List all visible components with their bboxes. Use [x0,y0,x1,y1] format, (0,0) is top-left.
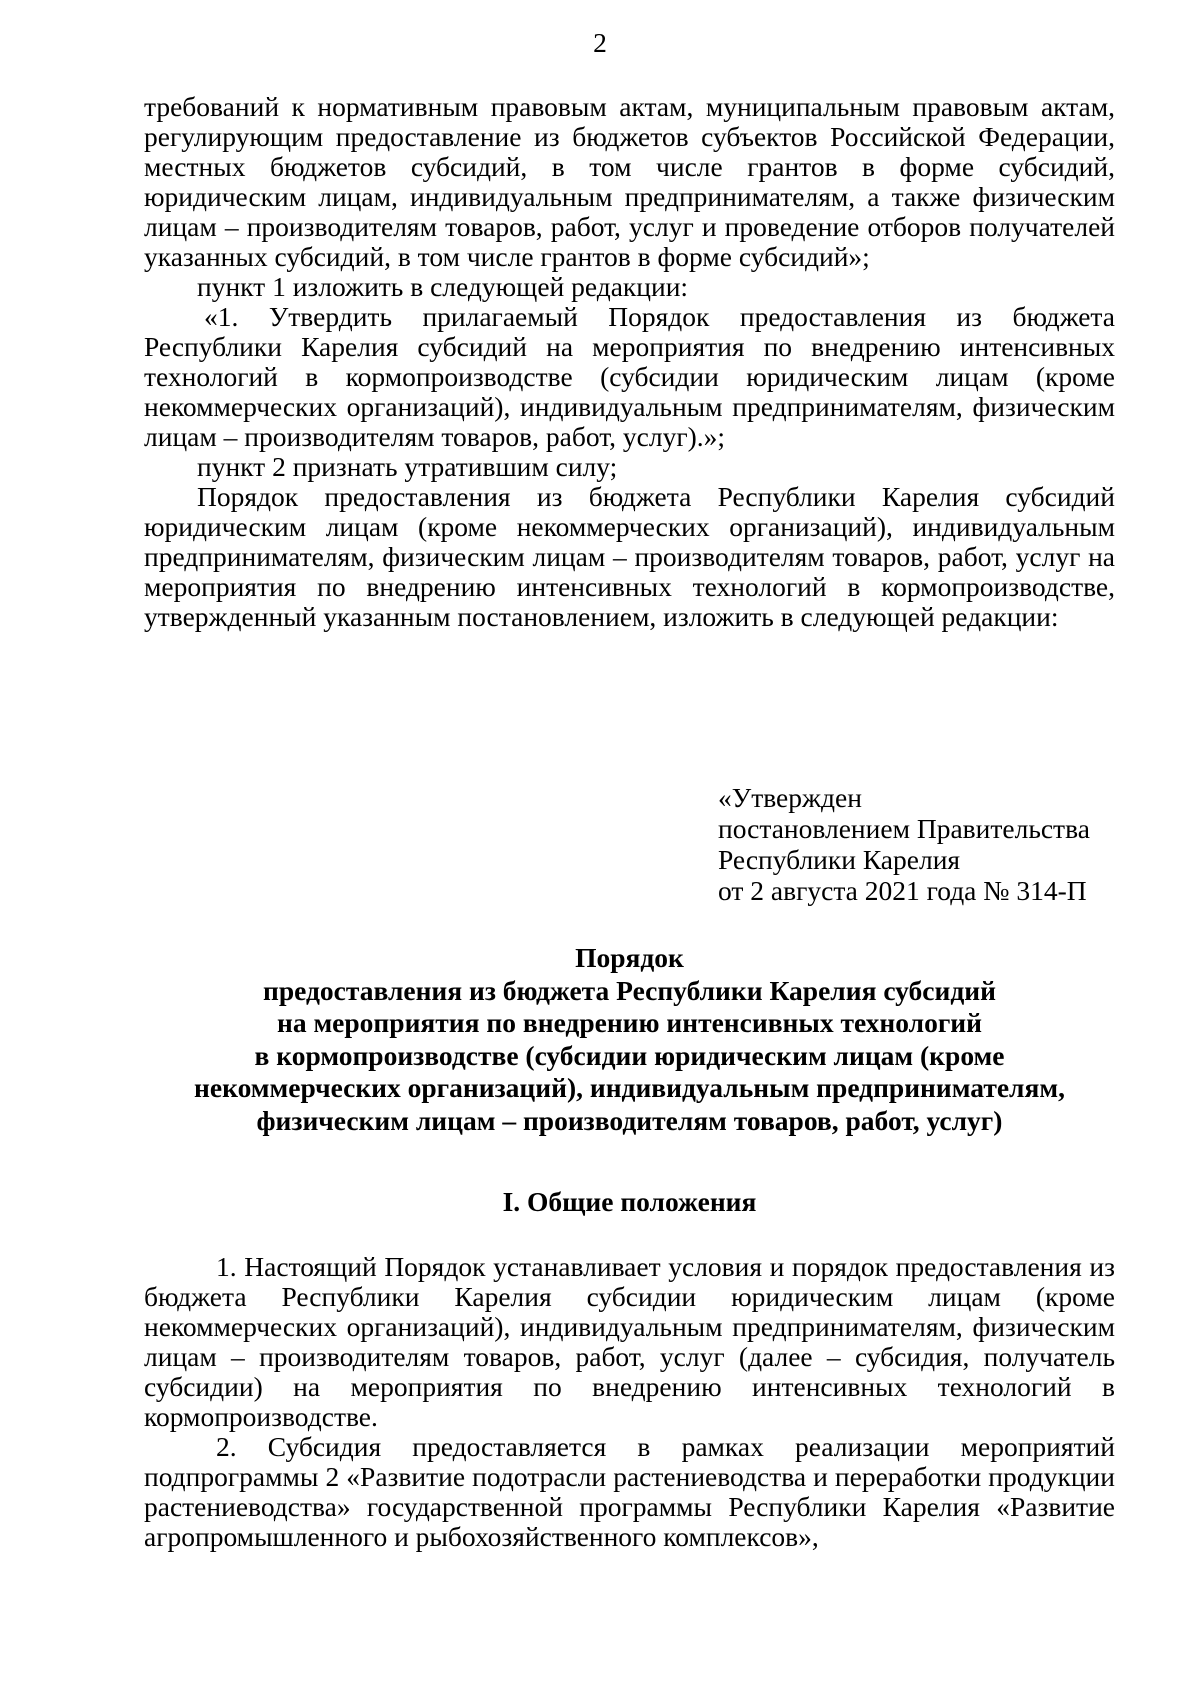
paragraph-point1-intro: пункт 1 изложить в следующей редакции: [197,271,689,302]
paragraph-point1-text: «1. Утвердить прилагаемый Порядок предоставления из бюджета Республики Карелия субсидий на мероприятия по внедрению интенсивных технологий в кормопроизводстве (субсидии юридическим лицам (кроме некоммерческих организаций), индивидуальным предпринимателям, физическим лицам – производителям товаров, работ, услуг).»; [144,301,1115,452]
section-paragraph-1: 1. Настоящий Порядок устанавливает условия и порядок предоставления из бюджета Республики Карелия субсидии юридическим лицам (кроме некоммерческих организаций), индивидуальным предпринимателям, физическим лицам – производителям товаров, работ, услуг (далее – субсидия, получатель субсидии) на мероприятия по внедрению интенсивных технологий в кормопроизводстве. [144,1251,1115,1432]
approval-stamp [718,782,1138,906]
document-title [144,942,1115,1137]
section-body [144,1252,1115,1552]
paragraph-requirements: требований к нормативным правовым актам, муниципальным правовым актам, регулирующим предоставление из бюджетов субъектов Российской Федерации, местных бюджетов субсидий, в том числе грантов в форме субсидий, юридическим лицам, индивидуальным предпринимателям, а также физическим лицам – производителям товаров, работ, услуг и проведение отборов получателей указанных субсидий, в том числе грантов в форме субсидий»; [144,91,1115,272]
title-line: предоставления из бюджета Республики Карелия субсидий [263,974,996,1006]
section-paragraph-2: 2. Субсидия предоставляется в рамках реализации мероприятий подпрограммы 2 «Развитие подотрасли растениеводства и переработки продукции растениеводства» государственной программы Республики Карелия «Развитие агропромышленного и рыбохозяйственного комплексов», [144,1431,1115,1552]
paragraph-point2: пункт 2 признать утратившим силу; [197,451,618,482]
paragraph-order-redaction: Порядок предоставления из бюджета Республики Карелия субсидий юридическим лицам (кроме некоммерческих организаций), индивидуальным предпринимателям, физическим лицам – производителям товаров, работ, услуг на мероприятия по внедрению интенсивных технологий в кормопроизводстве, утвержденный указанным постановлением, изложить в следующей редакции: [144,481,1115,632]
approval-line: Республики Карелия [718,844,961,875]
title-line: на мероприятия по внедрению интенсивных технологий [276,1007,982,1038]
title-line: в кормопроизводстве (субсидии юридическим лицам (кроме [254,1039,1005,1071]
section-heading: I. Общие положения [502,1186,757,1217]
approval-line: «Утвержден [718,782,862,813]
approval-line: постановлением Правительства [718,813,1090,844]
approval-line: от 2 августа 2021 года № 314-П [718,875,1087,906]
page-number: 2 [593,27,607,58]
title-line: некоммерческих организаций), индивидуальным предпринимателям, [194,1072,1065,1103]
title-line: Порядок [575,942,684,973]
body-text [144,92,1115,632]
title-line: физическим лицам – производителям товаров, работ, услуг) [256,1104,1003,1136]
